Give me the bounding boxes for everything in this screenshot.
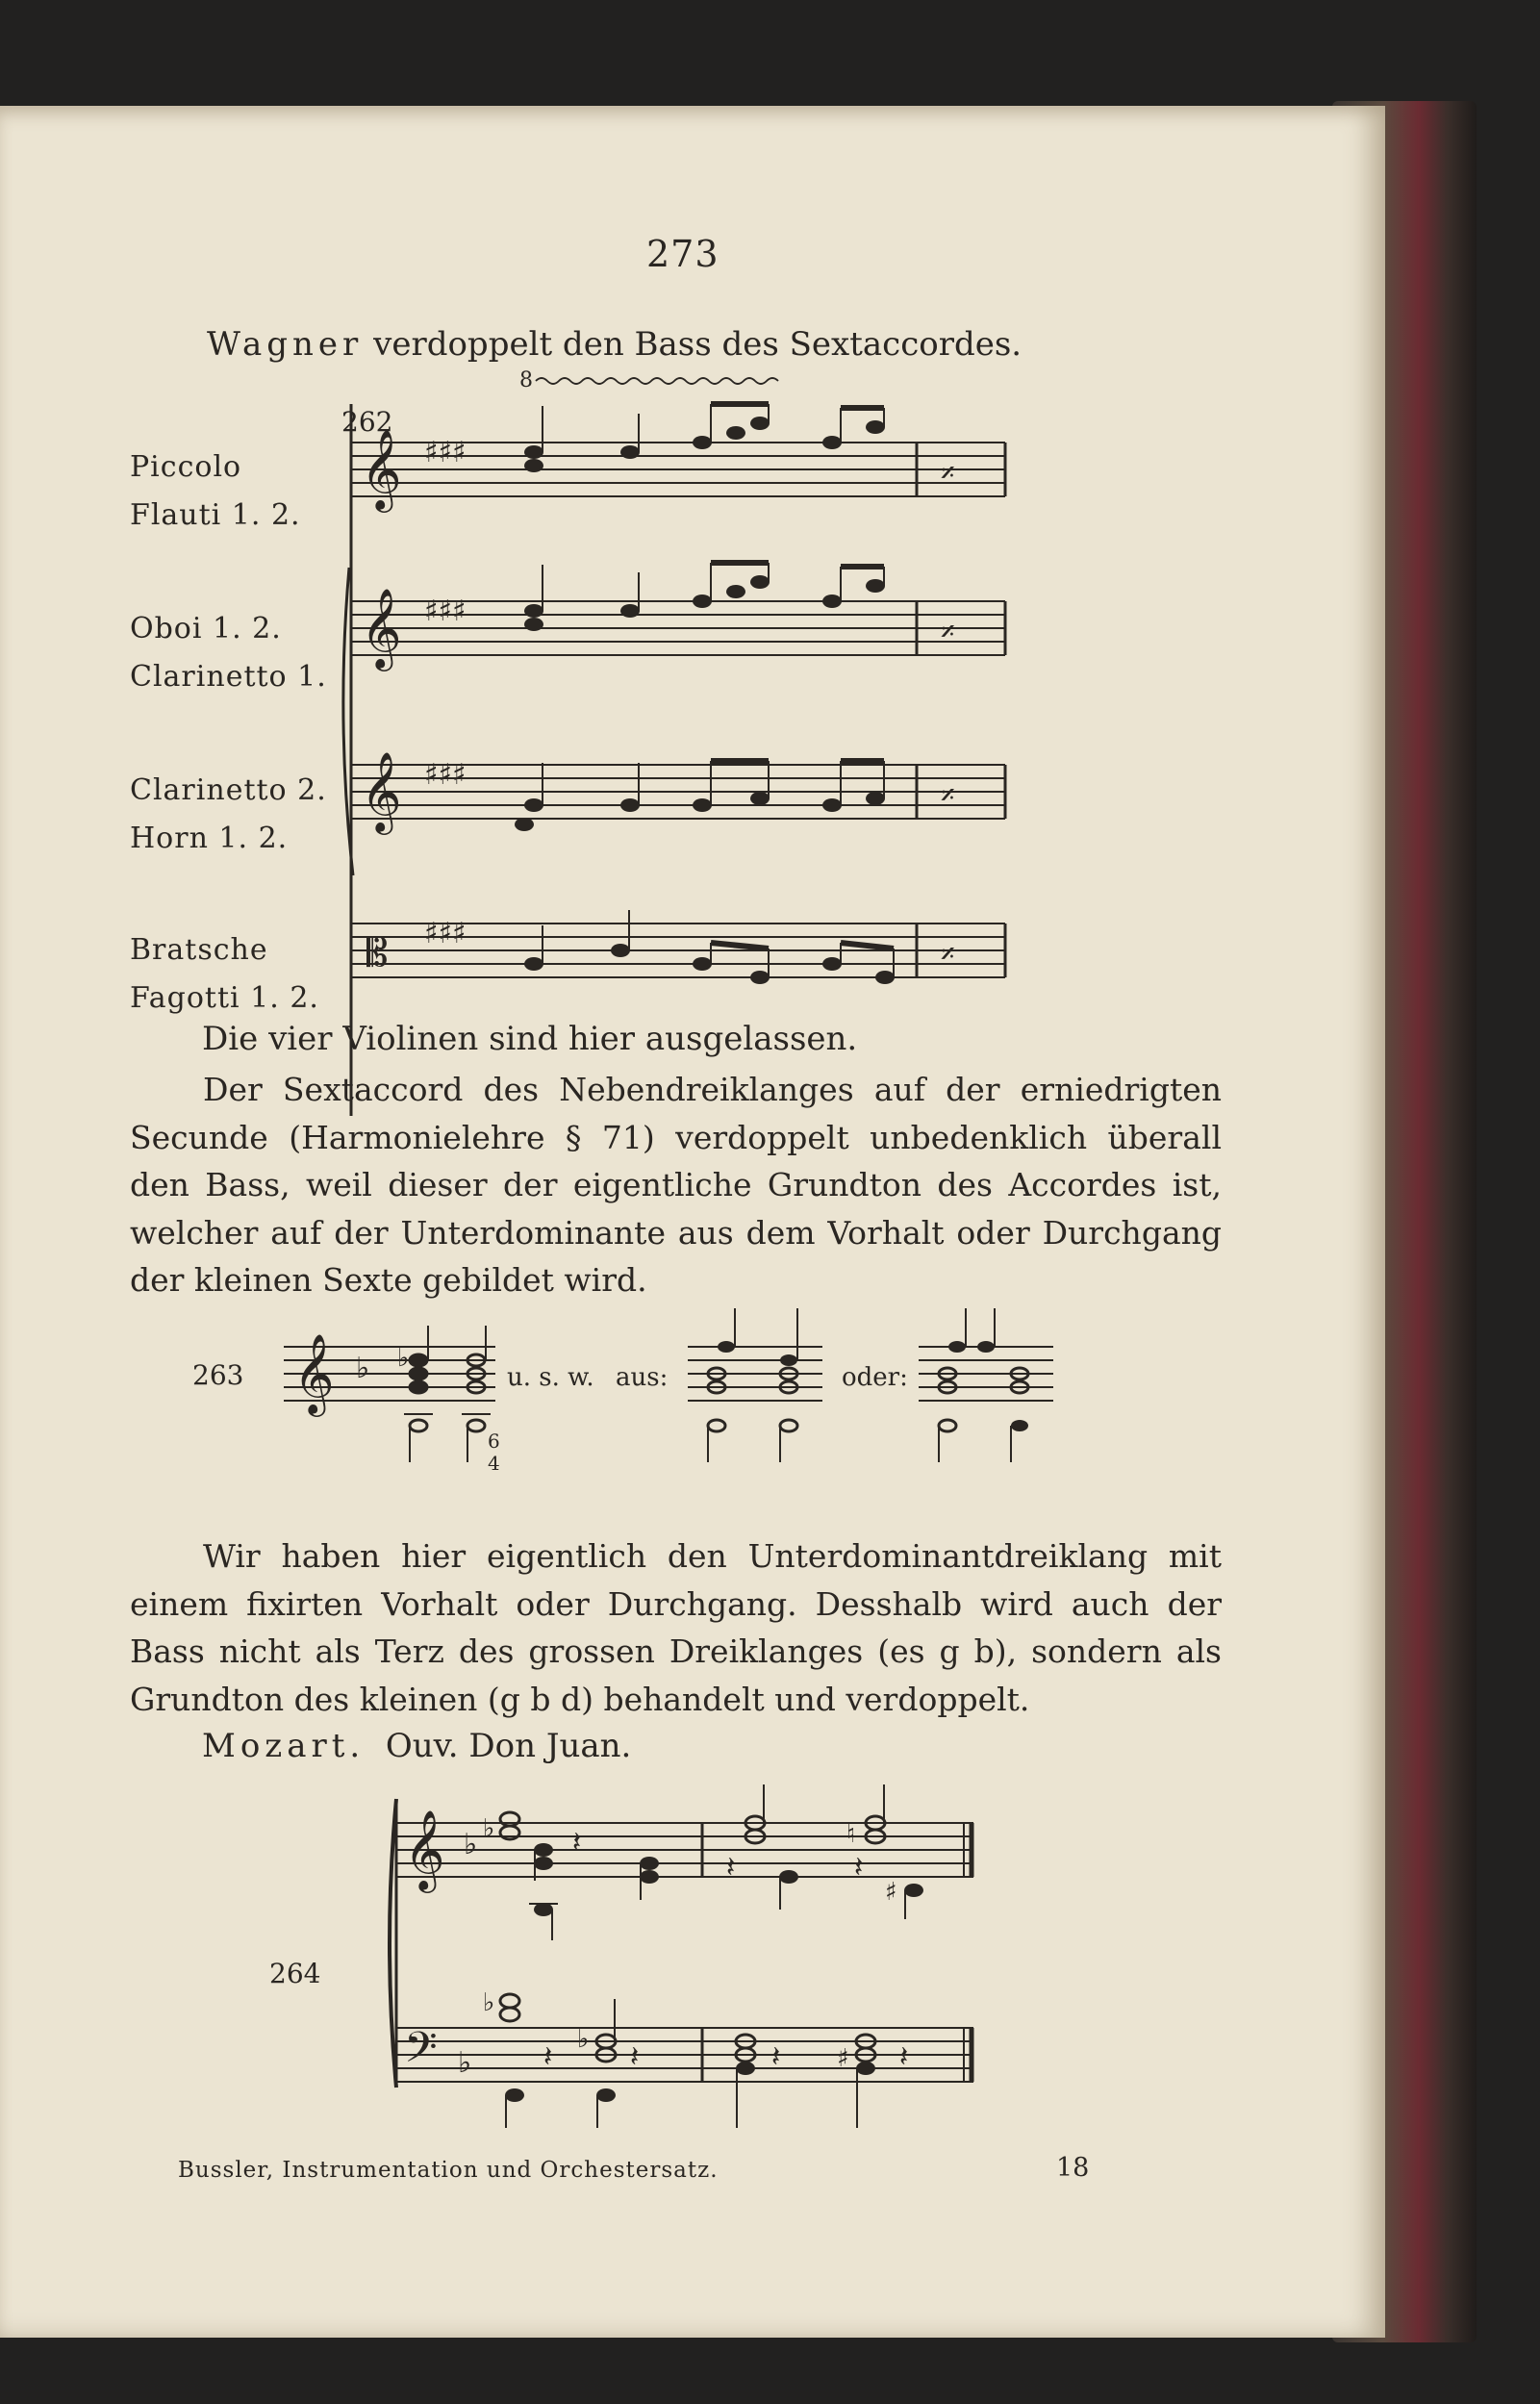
svg-text:𝄞: 𝄞: [361, 587, 402, 668]
svg-text:𝄽: 𝄽: [572, 1826, 582, 1860]
instrument-label-3a: Clarinetto 2.: [130, 773, 327, 807]
text-oder: oder:: [842, 1363, 908, 1392]
svg-text:♭: ♭: [458, 2046, 472, 2080]
text-aus: aus:: [616, 1363, 669, 1392]
staff-262-3: [351, 750, 1005, 835]
paragraph-1: [130, 1066, 1222, 1304]
staff-262-1: [351, 404, 1005, 513]
score-example-264: [375, 1770, 1000, 2136]
svg-text:♮: ♮: [846, 1820, 856, 1849]
intro-line: [207, 325, 1022, 364]
signature-mark: 18: [1056, 2153, 1090, 2183]
example-262-number: 262: [341, 406, 393, 438]
svg-text:♯♯♯: ♯♯♯: [424, 917, 467, 950]
staff-263-oder: [919, 1308, 1053, 1462]
alto-clef: 𝄡: [366, 931, 389, 975]
violins-note: Die vier Violinen sind hier ausgelassen.: [202, 1020, 858, 1058]
key-signature: ♯♯♯: [424, 436, 467, 469]
instrument-label-2a: Oboi 1. 2.: [130, 612, 282, 645]
svg-text:𝄎: 𝄎: [941, 779, 955, 813]
svg-text:𝄎: 𝄎: [941, 457, 955, 491]
instrument-label-4b: Fagotti 1. 2.: [130, 981, 319, 1015]
staff-262-4: [351, 910, 1005, 984]
intro-text: verdoppelt den Bass des Sextaccordes.: [363, 325, 1022, 364]
paragraph-2: [130, 1532, 1222, 1723]
page-number: 273: [646, 233, 720, 275]
mozart-work: Ouv. Don Juan.: [385, 1727, 632, 1765]
staff-264-treble: [396, 1784, 973, 1940]
staff-263-aus: [688, 1308, 822, 1462]
svg-text:𝄞: 𝄞: [361, 750, 402, 831]
text-usw: u. s. w.: [507, 1363, 594, 1392]
svg-text:𝄽: 𝄽: [543, 2040, 553, 2074]
instrument-label-4a: Bratsche: [130, 933, 268, 967]
svg-text:♯♯♯: ♯♯♯: [424, 758, 467, 792]
svg-text:𝄽: 𝄽: [899, 2040, 909, 2074]
paragraph-1-text: Der Sextaccord des Nebendreiklanges auf der erniedrigten Secunde (Harmonielehre § 71) verdoppelt unbedenklich überall den Bass, weil dieser der eigentliche Grundton des Accordes ist, welcher auf der Unterdominante aus dem Vorhalt oder Durchgang der kleinen Sexte gebildet wird.: [130, 1071, 1222, 1299]
footer-citation: Bussler, Instrumentation und Orchestersatz.: [178, 2158, 719, 2183]
svg-text:♯: ♯: [837, 2044, 849, 2073]
svg-text:♭: ♭: [397, 1344, 410, 1373]
instrument-label-1b: Flauti 1. 2.: [130, 498, 301, 532]
svg-text:𝄽: 𝄽: [630, 2040, 640, 2074]
composer-mozart: Mozart.: [202, 1727, 366, 1765]
instrument-label-1a: Piccolo: [130, 450, 242, 484]
figured-bass-4: 4: [488, 1452, 500, 1475]
book-page: [0, 106, 1385, 2338]
svg-text:♭: ♭: [483, 1814, 495, 1843]
paragraph-2-text: Wir haben hier eigentlich den Unterdominantdreiklang mit einem fixirten Vorhalt oder Durchgang. Desshalb wird auch der Bass nicht als Terz des grossen Dreiklanges (es g b), sondern als Grundton des kleinen (g b d) behandelt und verdoppelt.: [130, 1537, 1222, 1718]
svg-text:𝄎: 𝄎: [941, 938, 955, 972]
svg-text:♭: ♭: [577, 2025, 590, 2054]
svg-text:𝄽: 𝄽: [726, 1851, 736, 1885]
svg-text:♭: ♭: [483, 1988, 495, 2017]
treble-clef: 𝄞: [361, 428, 402, 509]
svg-text:♭: ♭: [356, 1352, 370, 1385]
svg-text:𝄎: 𝄎: [941, 616, 955, 649]
composer-wagner: Wagner: [207, 325, 364, 364]
bass-clef: 𝄢: [404, 2022, 438, 2083]
example-264-number: 264: [269, 1958, 321, 1989]
mozart-line: [202, 1727, 631, 1765]
staff-264-bass: [396, 1988, 973, 2128]
svg-text:♭: ♭: [464, 1828, 478, 1861]
example-263-number: 263: [192, 1359, 244, 1391]
svg-text:♯: ♯: [885, 1878, 897, 1907]
figured-bass-6: 6: [488, 1430, 500, 1453]
svg-text:𝄞: 𝄞: [404, 1809, 445, 1889]
svg-text:𝄞: 𝄞: [293, 1332, 335, 1413]
score-example-263: [284, 1308, 1073, 1475]
svg-text:♯♯♯: ♯♯♯: [424, 595, 467, 628]
staff-262-2: [351, 563, 1005, 671]
instrument-label-2b: Clarinetto 1.: [130, 660, 327, 694]
svg-text:𝄽: 𝄽: [854, 1851, 864, 1885]
ottava-label: 8: [519, 368, 533, 392]
ottava-mark: [519, 368, 778, 392]
svg-text:𝄽: 𝄽: [771, 2040, 781, 2074]
instrument-label-3b: Horn 1. 2.: [130, 822, 289, 855]
